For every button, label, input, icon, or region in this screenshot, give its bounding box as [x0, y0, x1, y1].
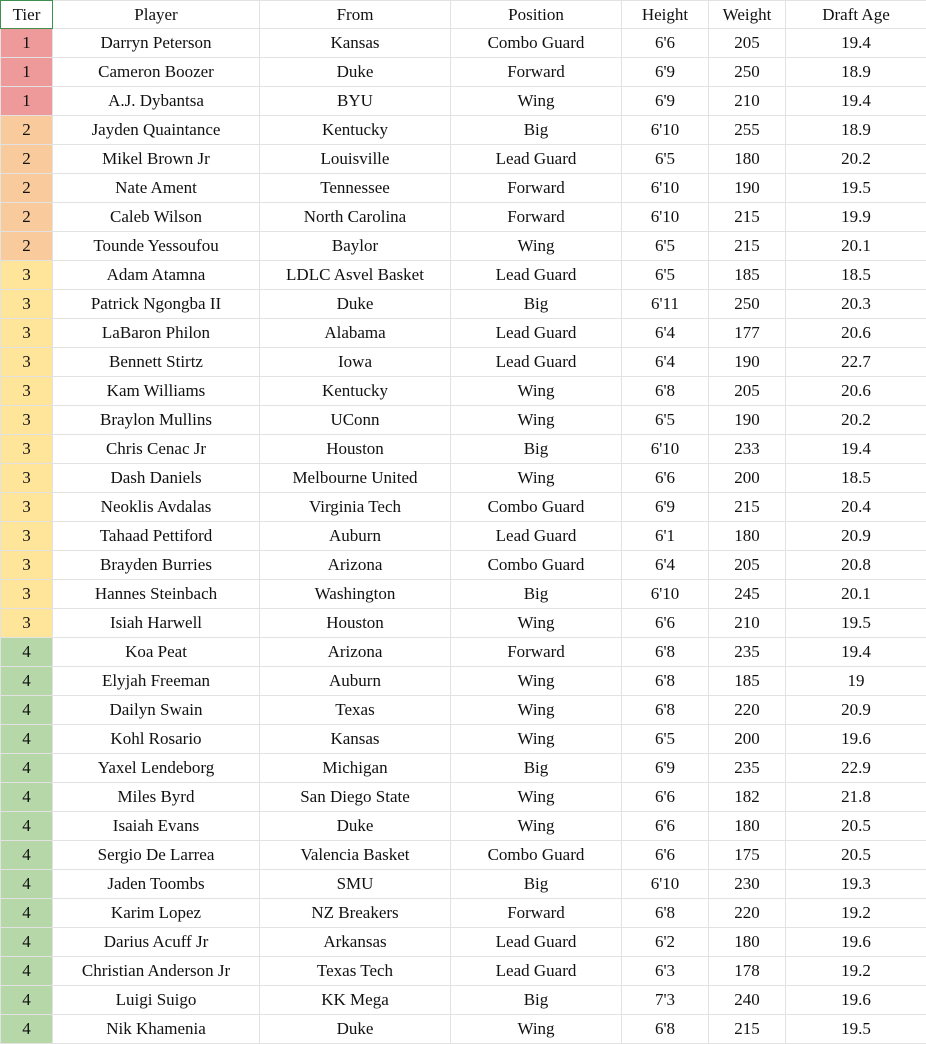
position-cell[interactable]: Forward	[451, 638, 622, 667]
draft-age-cell[interactable]: 22.9	[786, 754, 926, 783]
player-cell[interactable]: Jaden Toombs	[53, 870, 260, 899]
from-cell[interactable]: Duke	[260, 58, 451, 87]
table-row	[1, 464, 926, 493]
player-cell[interactable]: Karim Lopez	[53, 899, 260, 928]
position-cell[interactable]: Lead Guard	[451, 522, 622, 551]
column-header-tier[interactable]: Tier	[1, 1, 53, 29]
draft-age-cell[interactable]: 20.2	[786, 145, 926, 174]
from-cell[interactable]: Iowa	[260, 348, 451, 377]
tier-cell[interactable]: 4	[1, 638, 53, 667]
weight-cell[interactable]: 245	[709, 580, 786, 609]
weight-cell[interactable]: 220	[709, 696, 786, 725]
position-cell[interactable]: Wing	[451, 667, 622, 696]
position-cell[interactable]: Wing	[451, 377, 622, 406]
position-cell[interactable]: Wing	[451, 725, 622, 754]
weight-cell[interactable]: 255	[709, 116, 786, 145]
player-cell[interactable]: Tounde Yessoufou	[53, 232, 260, 261]
player-cell[interactable]: Darryn Peterson	[53, 29, 260, 58]
from-cell[interactable]: Kentucky	[260, 116, 451, 145]
position-cell[interactable]: Lead Guard	[451, 928, 622, 957]
from-cell[interactable]: Auburn	[260, 667, 451, 696]
table-row	[1, 986, 926, 1015]
tier-cell[interactable]: 3	[1, 522, 53, 551]
table-row	[1, 174, 926, 203]
table-row	[1, 725, 926, 754]
tier-cell[interactable]: 3	[1, 319, 53, 348]
weight-cell[interactable]: 180	[709, 522, 786, 551]
player-cell[interactable]: Dash Daniels	[53, 464, 260, 493]
player-cell[interactable]: Elyjah Freeman	[53, 667, 260, 696]
height-cell[interactable]: 6'10	[622, 870, 709, 899]
table-row	[1, 899, 926, 928]
draft-age-cell[interactable]: 20.1	[786, 232, 926, 261]
from-cell[interactable]: Melbourne United	[260, 464, 451, 493]
draft-age-cell[interactable]: 19.3	[786, 870, 926, 899]
weight-cell[interactable]: 210	[709, 609, 786, 638]
table-row	[1, 145, 926, 174]
position-cell[interactable]: Combo Guard	[451, 29, 622, 58]
from-cell[interactable]: Duke	[260, 1015, 451, 1044]
player-cell[interactable]: Kohl Rosario	[53, 725, 260, 754]
draft-age-cell[interactable]: 20.5	[786, 812, 926, 841]
weight-cell[interactable]: 182	[709, 783, 786, 812]
player-cell[interactable]: Isaiah Evans	[53, 812, 260, 841]
table-row	[1, 754, 926, 783]
player-cell[interactable]: Dailyn Swain	[53, 696, 260, 725]
tier-cell[interactable]: 1	[1, 87, 53, 116]
weight-cell[interactable]: 180	[709, 145, 786, 174]
tier-cell[interactable]: 3	[1, 261, 53, 290]
draft-age-cell[interactable]: 19.5	[786, 1015, 926, 1044]
height-cell[interactable]: 6'11	[622, 290, 709, 319]
from-cell[interactable]: Kansas	[260, 725, 451, 754]
draft-age-cell[interactable]: 19.6	[786, 986, 926, 1015]
position-cell[interactable]: Wing	[451, 464, 622, 493]
player-cell[interactable]: Yaxel Lendeborg	[53, 754, 260, 783]
from-cell[interactable]: Auburn	[260, 522, 451, 551]
table-row	[1, 609, 926, 638]
draft-age-cell[interactable]: 20.8	[786, 551, 926, 580]
tier-cell[interactable]: 4	[1, 667, 53, 696]
position-cell[interactable]: Big	[451, 754, 622, 783]
position-cell[interactable]: Big	[451, 290, 622, 319]
table-row	[1, 870, 926, 899]
draft-age-cell[interactable]: 19.4	[786, 638, 926, 667]
position-cell[interactable]: Wing	[451, 1015, 622, 1044]
tier-cell[interactable]: 4	[1, 841, 53, 870]
draft-age-cell[interactable]: 21.8	[786, 783, 926, 812]
height-cell[interactable]: 6'5	[622, 406, 709, 435]
height-cell[interactable]: 6'8	[622, 638, 709, 667]
player-cell[interactable]: Caleb Wilson	[53, 203, 260, 232]
tier-cell[interactable]: 1	[1, 58, 53, 87]
player-cell[interactable]: Darius Acuff Jr	[53, 928, 260, 957]
tier-cell[interactable]: 4	[1, 1015, 53, 1044]
tier-cell[interactable]: 3	[1, 348, 53, 377]
tier-cell[interactable]: 3	[1, 406, 53, 435]
table-row	[1, 435, 926, 464]
position-cell[interactable]: Wing	[451, 87, 622, 116]
table-row	[1, 928, 926, 957]
tier-cell[interactable]: 2	[1, 145, 53, 174]
player-cell[interactable]: Hannes Steinbach	[53, 580, 260, 609]
height-cell[interactable]: 6'5	[622, 261, 709, 290]
from-cell[interactable]: Valencia Basket	[260, 841, 451, 870]
player-cell[interactable]: Jayden Quaintance	[53, 116, 260, 145]
height-cell[interactable]: 6'4	[622, 319, 709, 348]
player-cell[interactable]: Nate Ament	[53, 174, 260, 203]
from-cell[interactable]: Michigan	[260, 754, 451, 783]
table-row	[1, 841, 926, 870]
position-cell[interactable]: Combo Guard	[451, 551, 622, 580]
position-cell[interactable]: Forward	[451, 203, 622, 232]
height-cell[interactable]: 6'4	[622, 551, 709, 580]
from-cell[interactable]: Tennessee	[260, 174, 451, 203]
table-row	[1, 377, 926, 406]
position-cell[interactable]: Wing	[451, 406, 622, 435]
height-cell[interactable]: 6'8	[622, 696, 709, 725]
position-cell[interactable]: Big	[451, 580, 622, 609]
draft-age-cell[interactable]: 18.5	[786, 261, 926, 290]
weight-cell[interactable]: 190	[709, 406, 786, 435]
from-cell[interactable]: Houston	[260, 435, 451, 464]
height-cell[interactable]: 6'6	[622, 609, 709, 638]
table-row	[1, 493, 926, 522]
table-row	[1, 232, 926, 261]
position-cell[interactable]: Forward	[451, 174, 622, 203]
table-row	[1, 667, 926, 696]
height-cell[interactable]: 6'9	[622, 493, 709, 522]
height-cell[interactable]: 6'8	[622, 899, 709, 928]
table-row	[1, 638, 926, 667]
position-cell[interactable]: Lead Guard	[451, 319, 622, 348]
table-row	[1, 783, 926, 812]
height-cell[interactable]: 6'4	[622, 348, 709, 377]
from-cell[interactable]: LDLC Asvel Basket	[260, 261, 451, 290]
position-cell[interactable]: Lead Guard	[451, 348, 622, 377]
from-cell[interactable]: KK Mega	[260, 986, 451, 1015]
header-row	[1, 1, 926, 29]
height-cell[interactable]: 6'10	[622, 580, 709, 609]
from-cell[interactable]: Louisville	[260, 145, 451, 174]
table-row	[1, 812, 926, 841]
player-cell[interactable]: Bennett Stirtz	[53, 348, 260, 377]
tier-cell[interactable]: 4	[1, 870, 53, 899]
table-row	[1, 58, 926, 87]
height-cell[interactable]: 6'9	[622, 754, 709, 783]
table-row	[1, 203, 926, 232]
position-cell[interactable]: Wing	[451, 696, 622, 725]
weight-cell[interactable]: 215	[709, 493, 786, 522]
weight-cell[interactable]: 205	[709, 29, 786, 58]
player-cell[interactable]: Miles Byrd	[53, 783, 260, 812]
height-cell[interactable]: 6'10	[622, 174, 709, 203]
from-cell[interactable]: Duke	[260, 812, 451, 841]
height-cell[interactable]: 6'5	[622, 725, 709, 754]
position-cell[interactable]: Forward	[451, 58, 622, 87]
weight-cell[interactable]: 235	[709, 754, 786, 783]
tier-cell[interactable]: 4	[1, 986, 53, 1015]
height-cell[interactable]: 6'5	[622, 232, 709, 261]
player-cell[interactable]: Brayden Burries	[53, 551, 260, 580]
player-cell[interactable]: A.J. Dybantsa	[53, 87, 260, 116]
tier-cell[interactable]: 3	[1, 377, 53, 406]
height-cell[interactable]: 6'10	[622, 435, 709, 464]
from-cell[interactable]: Kentucky	[260, 377, 451, 406]
draft-age-cell[interactable]: 19.6	[786, 928, 926, 957]
height-cell[interactable]: 6'8	[622, 377, 709, 406]
player-cell[interactable]: Sergio De Larrea	[53, 841, 260, 870]
weight-cell[interactable]: 250	[709, 290, 786, 319]
column-header-player[interactable]: Player	[53, 1, 260, 29]
draft-age-cell[interactable]: 18.9	[786, 116, 926, 145]
height-cell[interactable]: 6'1	[622, 522, 709, 551]
from-cell[interactable]: Houston	[260, 609, 451, 638]
tier-cell[interactable]: 2	[1, 232, 53, 261]
player-cell[interactable]: Mikel Brown Jr	[53, 145, 260, 174]
column-header-draft-age[interactable]: Draft Age	[786, 1, 926, 29]
tier-cell[interactable]: 4	[1, 899, 53, 928]
weight-cell[interactable]: 190	[709, 174, 786, 203]
from-cell[interactable]: UConn	[260, 406, 451, 435]
position-cell[interactable]: Wing	[451, 609, 622, 638]
table-body	[1, 29, 926, 1044]
from-cell[interactable]: Duke	[260, 290, 451, 319]
draft-age-cell[interactable]: 18.9	[786, 58, 926, 87]
weight-cell[interactable]: 215	[709, 232, 786, 261]
tier-cell[interactable]: 3	[1, 435, 53, 464]
height-cell[interactable]: 6'3	[622, 957, 709, 986]
draft-age-cell[interactable]: 19.5	[786, 609, 926, 638]
draft-age-cell[interactable]: 19.4	[786, 29, 926, 58]
weight-cell[interactable]: 205	[709, 551, 786, 580]
height-cell[interactable]: 6'8	[622, 1015, 709, 1044]
draft-age-cell[interactable]: 19	[786, 667, 926, 696]
weight-cell[interactable]: 215	[709, 1015, 786, 1044]
draft-age-cell[interactable]: 20.3	[786, 290, 926, 319]
player-cell[interactable]: Adam Atamna	[53, 261, 260, 290]
from-cell[interactable]: Virginia Tech	[260, 493, 451, 522]
weight-cell[interactable]: 190	[709, 348, 786, 377]
tier-cell[interactable]: 3	[1, 493, 53, 522]
from-cell[interactable]: Washington	[260, 580, 451, 609]
height-cell[interactable]: 6'6	[622, 812, 709, 841]
weight-cell[interactable]: 180	[709, 812, 786, 841]
position-cell[interactable]: Lead Guard	[451, 957, 622, 986]
draft-age-cell[interactable]: 19.5	[786, 174, 926, 203]
from-cell[interactable]: Texas Tech	[260, 957, 451, 986]
tier-cell[interactable]: 3	[1, 551, 53, 580]
weight-cell[interactable]: 235	[709, 638, 786, 667]
height-cell[interactable]: 7'3	[622, 986, 709, 1015]
table-row	[1, 319, 926, 348]
draft-age-cell[interactable]: 19.6	[786, 725, 926, 754]
weight-cell[interactable]: 180	[709, 928, 786, 957]
tier-cell[interactable]: 3	[1, 609, 53, 638]
table-row	[1, 696, 926, 725]
height-cell[interactable]: 6'5	[622, 145, 709, 174]
height-cell[interactable]: 6'2	[622, 928, 709, 957]
position-cell[interactable]: Wing	[451, 783, 622, 812]
tier-cell[interactable]: 3	[1, 580, 53, 609]
tier-cell[interactable]: 4	[1, 783, 53, 812]
weight-cell[interactable]: 240	[709, 986, 786, 1015]
from-cell[interactable]: Baylor	[260, 232, 451, 261]
draft-age-cell[interactable]: 19.2	[786, 957, 926, 986]
table-row	[1, 348, 926, 377]
from-cell[interactable]: BYU	[260, 87, 451, 116]
player-cell[interactable]: Isiah Harwell	[53, 609, 260, 638]
height-cell[interactable]: 6'6	[622, 464, 709, 493]
position-cell[interactable]: Big	[451, 870, 622, 899]
weight-cell[interactable]: 233	[709, 435, 786, 464]
draft-age-cell[interactable]: 19.4	[786, 87, 926, 116]
weight-cell[interactable]: 210	[709, 87, 786, 116]
tier-cell[interactable]: 4	[1, 754, 53, 783]
position-cell[interactable]: Big	[451, 986, 622, 1015]
tier-cell[interactable]: 4	[1, 812, 53, 841]
draft-age-cell[interactable]: 19.4	[786, 435, 926, 464]
player-cell[interactable]: Chris Cenac Jr	[53, 435, 260, 464]
draft-age-cell[interactable]: 22.7	[786, 348, 926, 377]
height-cell[interactable]: 6'9	[622, 87, 709, 116]
tier-cell[interactable]: 3	[1, 464, 53, 493]
from-cell[interactable]: Arizona	[260, 638, 451, 667]
draft-age-cell[interactable]: 20.4	[786, 493, 926, 522]
player-cell[interactable]: Cameron Boozer	[53, 58, 260, 87]
weight-cell[interactable]: 175	[709, 841, 786, 870]
from-cell[interactable]: Texas	[260, 696, 451, 725]
weight-cell[interactable]: 205	[709, 377, 786, 406]
table-row	[1, 261, 926, 290]
draft-age-cell[interactable]: 19.9	[786, 203, 926, 232]
height-cell[interactable]: 6'10	[622, 116, 709, 145]
tier-cell[interactable]: 3	[1, 290, 53, 319]
player-cell[interactable]: Koa Peat	[53, 638, 260, 667]
player-cell[interactable]: Luigi Suigo	[53, 986, 260, 1015]
weight-cell[interactable]: 177	[709, 319, 786, 348]
table-row	[1, 406, 926, 435]
tier-cell[interactable]: 4	[1, 928, 53, 957]
weight-cell[interactable]: 215	[709, 203, 786, 232]
column-header-height[interactable]: Height	[622, 1, 709, 29]
draft-age-cell[interactable]: 19.2	[786, 899, 926, 928]
height-cell[interactable]: 6'6	[622, 29, 709, 58]
from-cell[interactable]: Arkansas	[260, 928, 451, 957]
weight-cell[interactable]: 178	[709, 957, 786, 986]
weight-cell[interactable]: 230	[709, 870, 786, 899]
player-cell[interactable]: LaBaron Philon	[53, 319, 260, 348]
position-cell[interactable]: Lead Guard	[451, 145, 622, 174]
position-cell[interactable]: Big	[451, 116, 622, 145]
weight-cell[interactable]: 200	[709, 725, 786, 754]
position-cell[interactable]: Combo Guard	[451, 493, 622, 522]
player-cell[interactable]: Tahaad Pettiford	[53, 522, 260, 551]
column-header-position[interactable]: Position	[451, 1, 622, 29]
position-cell[interactable]: Big	[451, 435, 622, 464]
table-row	[1, 29, 926, 58]
player-cell[interactable]: Braylon Mullins	[53, 406, 260, 435]
tier-cell[interactable]: 4	[1, 696, 53, 725]
weight-cell[interactable]: 220	[709, 899, 786, 928]
from-cell[interactable]: Kansas	[260, 29, 451, 58]
draft-age-cell[interactable]: 18.5	[786, 464, 926, 493]
table-row	[1, 522, 926, 551]
player-cell[interactable]: Neoklis Avdalas	[53, 493, 260, 522]
header-row-group	[1, 1, 926, 29]
table-row	[1, 116, 926, 145]
table-row	[1, 1015, 926, 1044]
draft-age-cell[interactable]: 20.9	[786, 696, 926, 725]
from-cell[interactable]: Alabama	[260, 319, 451, 348]
from-cell[interactable]: Arizona	[260, 551, 451, 580]
draft-age-cell[interactable]: 20.5	[786, 841, 926, 870]
table-row	[1, 957, 926, 986]
tier-cell[interactable]: 2	[1, 203, 53, 232]
column-header-weight[interactable]: Weight	[709, 1, 786, 29]
position-cell[interactable]: Wing	[451, 232, 622, 261]
table-row	[1, 551, 926, 580]
player-cell[interactable]: Patrick Ngongba II	[53, 290, 260, 319]
player-cell[interactable]: Nik Khamenia	[53, 1015, 260, 1044]
from-cell[interactable]: NZ Breakers	[260, 899, 451, 928]
table-row	[1, 580, 926, 609]
height-cell[interactable]: 6'9	[622, 58, 709, 87]
weight-cell[interactable]: 185	[709, 261, 786, 290]
height-cell[interactable]: 6'8	[622, 667, 709, 696]
draft-age-cell[interactable]: 20.1	[786, 580, 926, 609]
position-cell[interactable]: Forward	[451, 899, 622, 928]
table-row	[1, 87, 926, 116]
from-cell[interactable]: North Carolina	[260, 203, 451, 232]
weight-cell[interactable]: 250	[709, 58, 786, 87]
weight-cell[interactable]: 200	[709, 464, 786, 493]
height-cell[interactable]: 6'6	[622, 783, 709, 812]
height-cell[interactable]: 6'6	[622, 841, 709, 870]
draft-age-cell[interactable]: 20.6	[786, 377, 926, 406]
player-cell[interactable]: Kam Williams	[53, 377, 260, 406]
height-cell[interactable]: 6'10	[622, 203, 709, 232]
table-row	[1, 290, 926, 319]
draft-age-cell[interactable]: 20.6	[786, 319, 926, 348]
draft-age-cell[interactable]: 20.2	[786, 406, 926, 435]
draft-age-cell[interactable]: 20.9	[786, 522, 926, 551]
tier-cell[interactable]: 4	[1, 725, 53, 754]
player-cell[interactable]: Christian Anderson Jr	[53, 957, 260, 986]
position-cell[interactable]: Combo Guard	[451, 841, 622, 870]
position-cell[interactable]: Lead Guard	[451, 261, 622, 290]
tier-cell[interactable]: 2	[1, 174, 53, 203]
position-cell[interactable]: Wing	[451, 812, 622, 841]
from-cell[interactable]: SMU	[260, 870, 451, 899]
tier-cell[interactable]: 4	[1, 957, 53, 986]
tier-cell[interactable]: 2	[1, 116, 53, 145]
weight-cell[interactable]: 185	[709, 667, 786, 696]
column-header-from[interactable]: From	[260, 1, 451, 29]
tier-cell[interactable]: 1	[1, 29, 53, 58]
from-cell[interactable]: San Diego State	[260, 783, 451, 812]
